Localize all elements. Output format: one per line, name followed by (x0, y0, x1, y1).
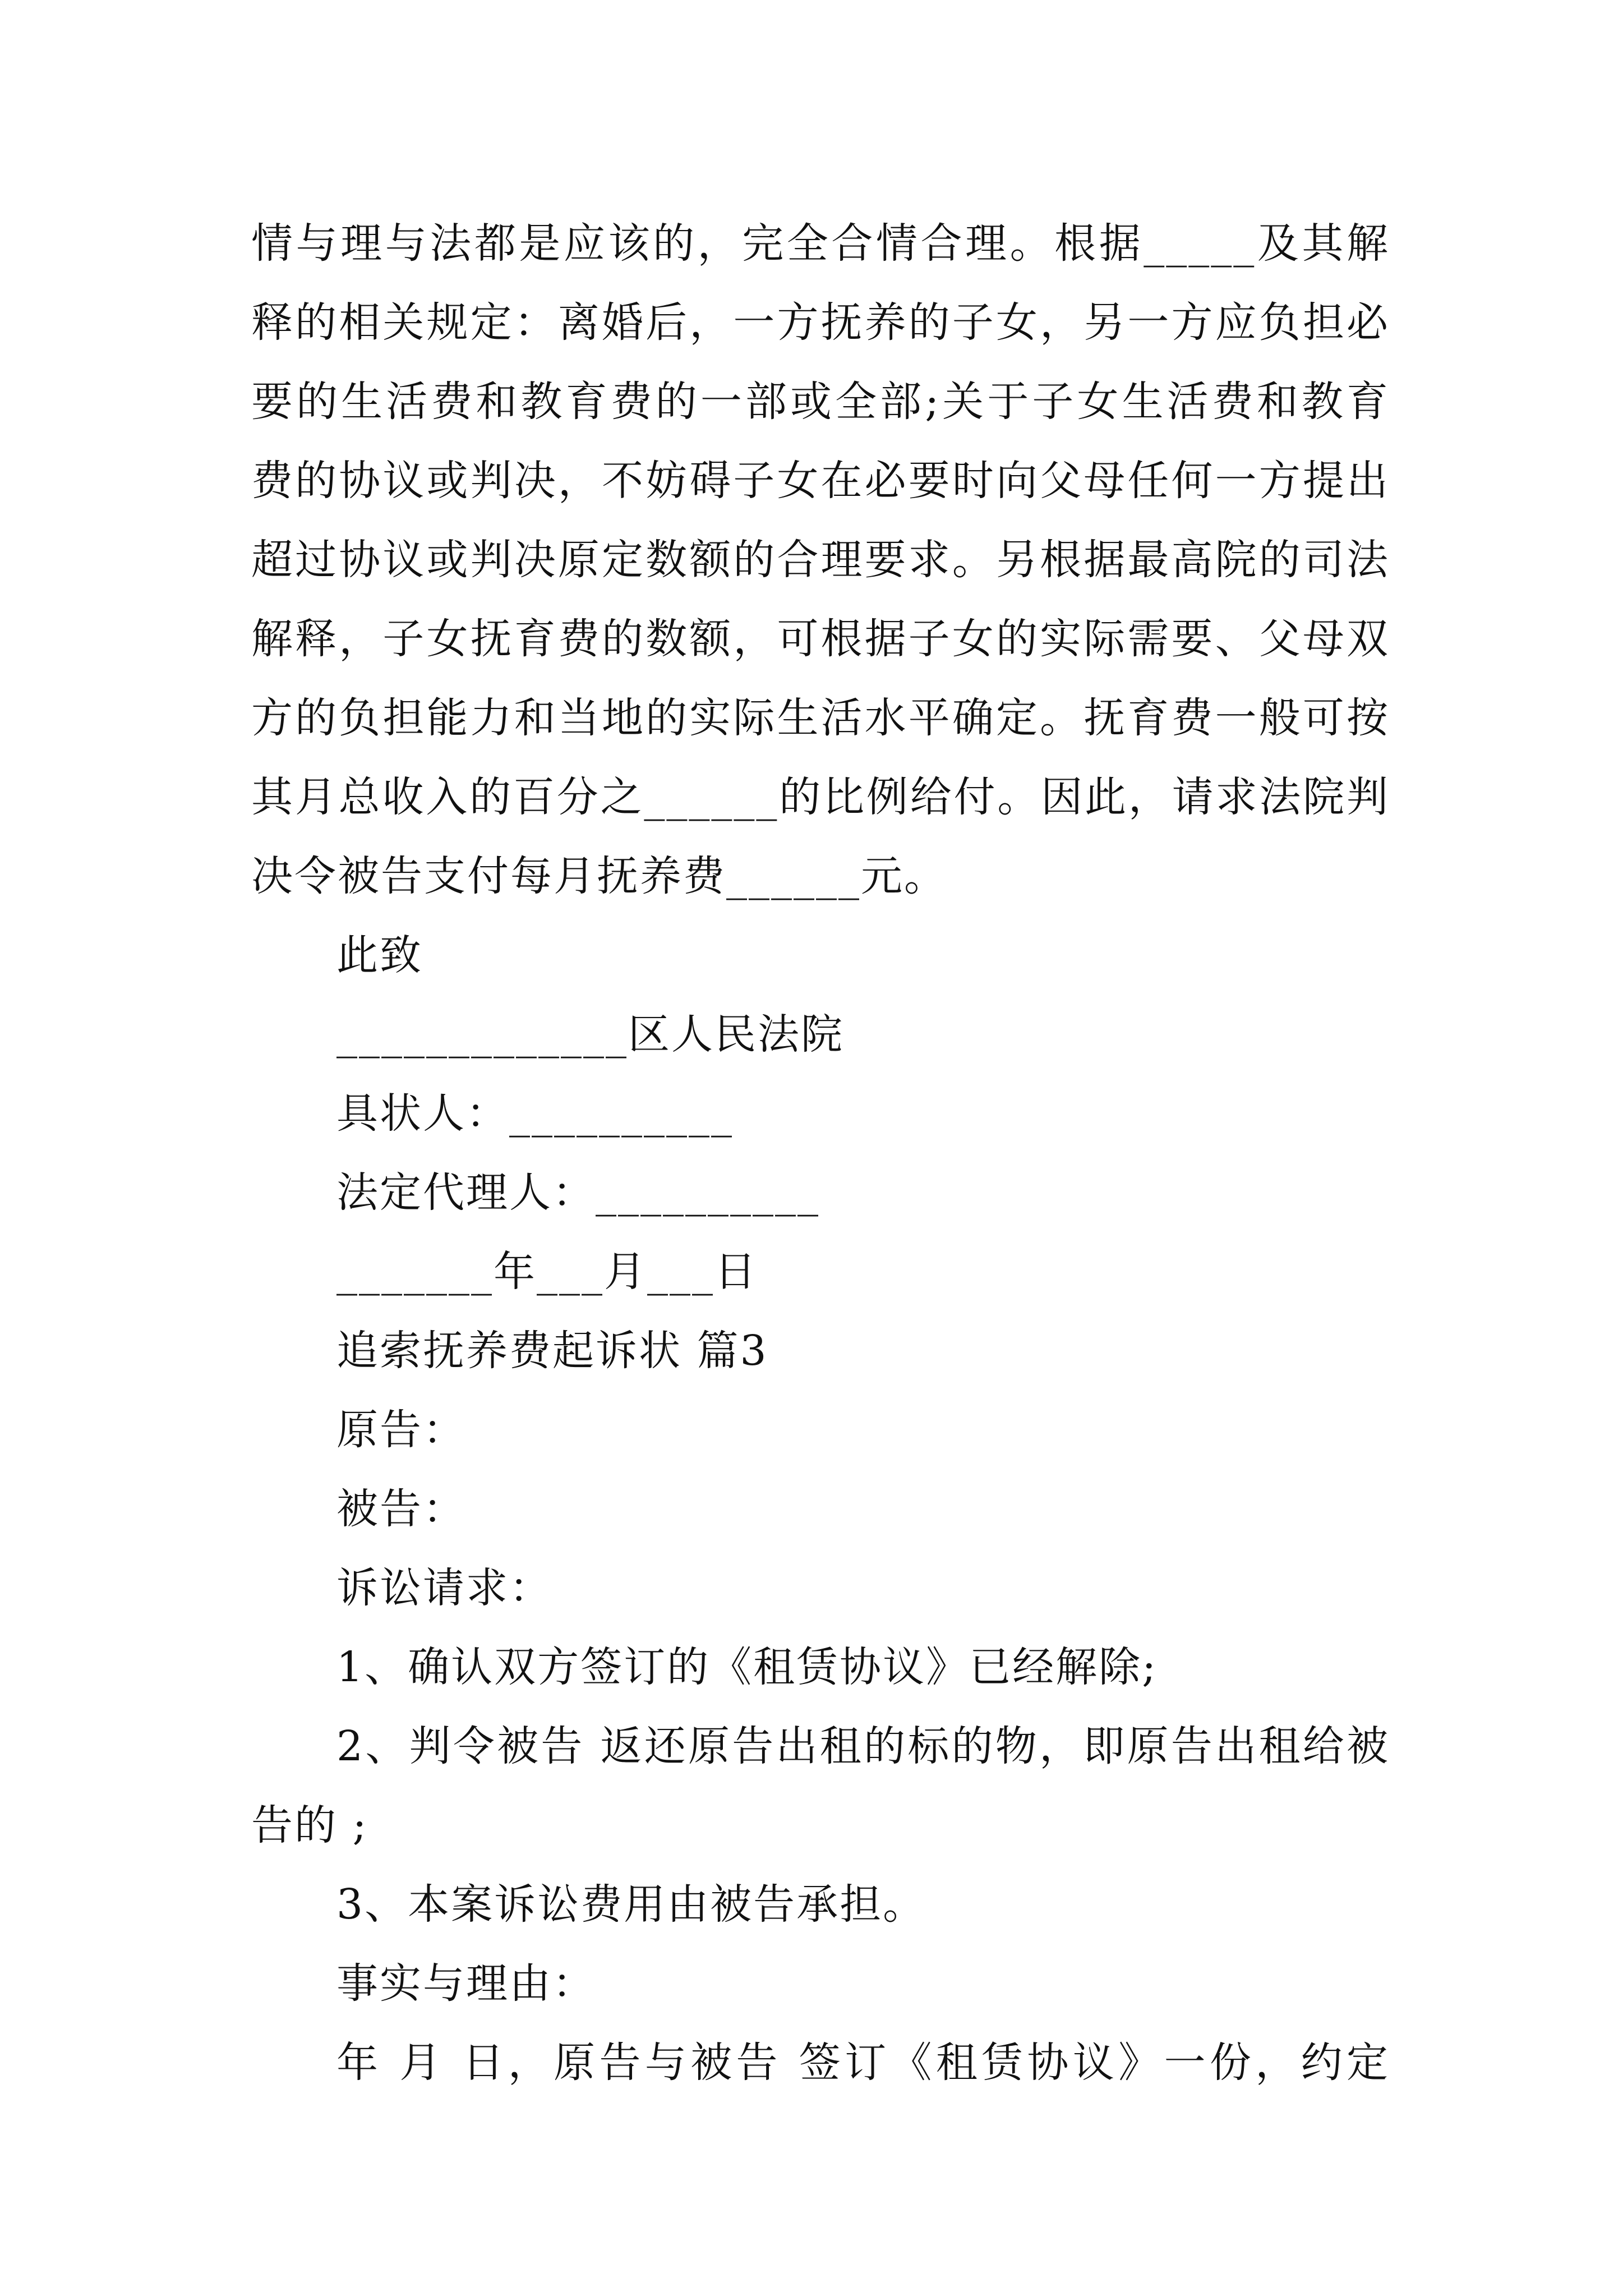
claim-item-3: 3、本案诉讼费用由被告承担。 (336, 1880, 926, 1929)
defendant-label: 被告： (336, 1485, 466, 1533)
salutation: 此致 (336, 931, 423, 979)
section-title: 追索抚养费起诉状 篇3 (336, 1327, 768, 1375)
paragraph-line: 决令被告支付每月抚养费______元。 (251, 852, 947, 900)
claim-item-1: 1、确认双方签订的《租赁协议》已经解除; (336, 1643, 1158, 1691)
paragraph-line: 情与理与法都是应该的，完全合情合理。根据_____及其解 (251, 219, 1390, 268)
facts-paragraph-line: 年 月 日，原告与被告 签订《租赁协议》一份，约定 (336, 2039, 1390, 2087)
paragraph-line: 方的负担能力和当地的实际生活水平确定。抚育费一般可按 (251, 694, 1390, 742)
claim-item-2: 2、判令被告 返还原告出租的标的物，即原告出租给被 (336, 1722, 1390, 1770)
claim-item-2-continued: 告的 ; (251, 1801, 368, 1849)
legal-agent-line: 法定代理人：__________ (336, 1168, 820, 1217)
plaintiff-label: 原告： (336, 1406, 466, 1454)
paragraph-line: 其月总收入的百分之______的比例给付。因此，请求法院判 (251, 773, 1390, 821)
paragraph-line: 解释，子女抚育费的数额，可根据子女的实际需要、父母双 (251, 615, 1390, 663)
plaintiff-signature-line: 具状人：__________ (336, 1089, 734, 1138)
paragraph-line: 释的相关规定：离婚后，一方抚养的子女，另一方应负担必 (251, 298, 1390, 347)
facts-heading: 事实与理由： (336, 1959, 596, 2008)
paragraph-line: 费的协议或判决，不妨碍子女在必要时向父母任何一方提出 (251, 457, 1390, 505)
court-name-line: _____________区人民法院 (336, 1010, 844, 1059)
paragraph-line: 要的生活费和教育费的一部或全部;关于子女生活费和教育 (251, 378, 1390, 426)
claims-heading: 诉讼请求： (336, 1564, 552, 1612)
date-line: _______年___月___日 (336, 1248, 758, 1296)
paragraph-line: 超过协议或判决原定数额的合理要求。另根据最高院的司法 (251, 536, 1390, 584)
